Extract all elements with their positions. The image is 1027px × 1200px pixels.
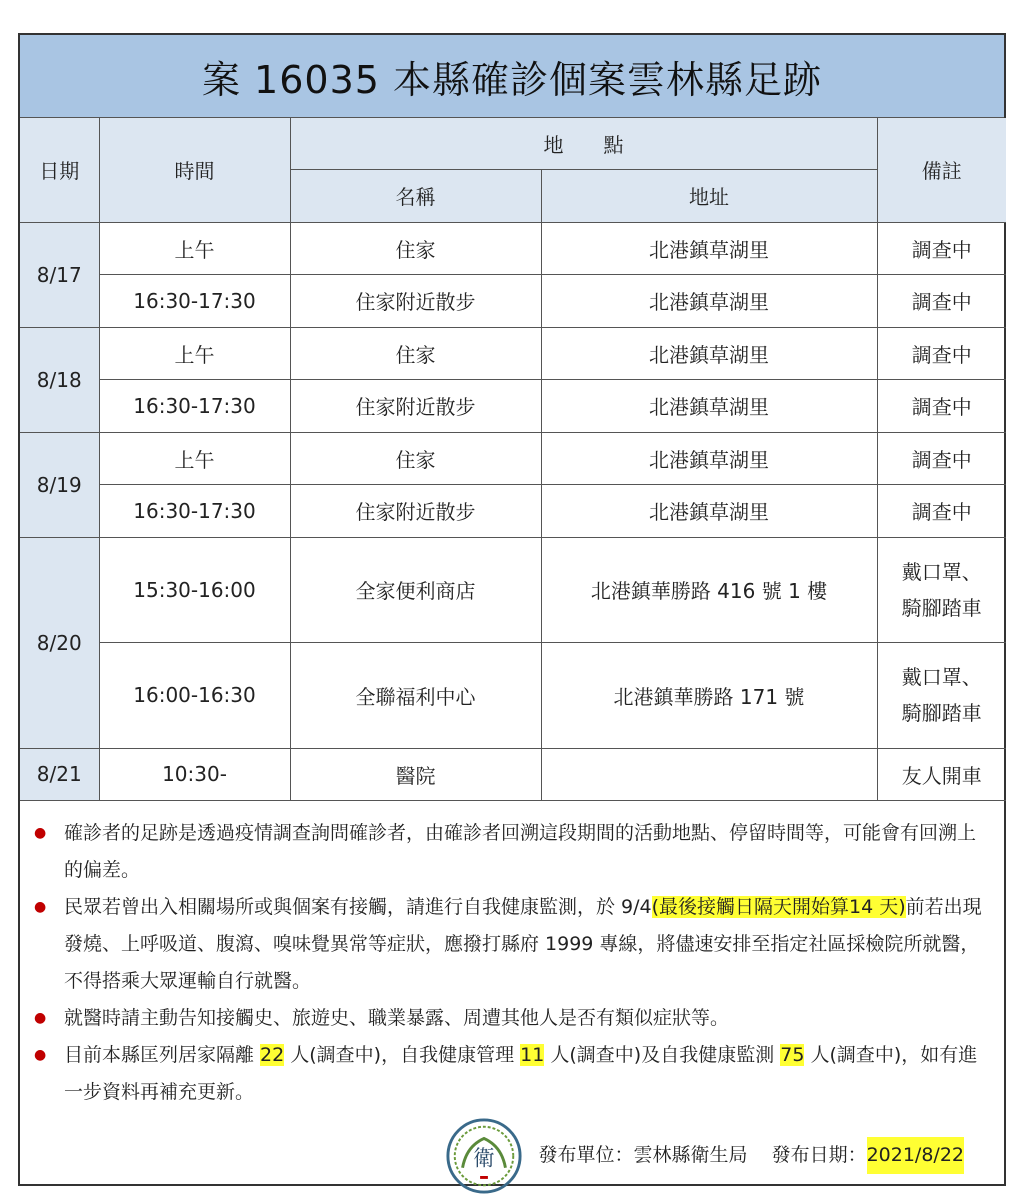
note-line: 騎腳踏車 xyxy=(901,701,982,725)
time-cell: 16:30-17:30 xyxy=(99,274,290,327)
note-item xyxy=(34,815,984,889)
publish-date: 2021/8/22 xyxy=(867,1137,964,1174)
name-cell: 住家 xyxy=(290,222,541,274)
table-row xyxy=(20,222,1006,274)
note-text: 就醫時請主動告知接觸史、旅遊史、職業暴露、周遭其他人是否有類似症狀等。 xyxy=(64,1006,730,1029)
date-label: 發布日期： xyxy=(771,1144,867,1166)
note-item xyxy=(34,889,984,1000)
time-cell: 16:00-16:30 xyxy=(99,642,290,748)
address-cell: 北港鎮華勝路 416 號 1 樓 xyxy=(541,537,877,642)
time-cell: 上午 xyxy=(99,222,290,274)
address-cell: 北港鎮草湖里 xyxy=(541,432,877,484)
table-row xyxy=(20,537,1006,642)
header-row xyxy=(20,118,1006,169)
name-cell: 住家附近散步 xyxy=(290,484,541,537)
date-cell: 8/18 xyxy=(20,327,99,432)
footprint-table xyxy=(20,118,1006,801)
bullet-icon: ● xyxy=(34,824,47,841)
time-cell: 16:30-17:30 xyxy=(99,379,290,432)
highlighted-count: 22 xyxy=(260,1043,285,1066)
highlighted-text: (最後接觸日隔天開始算14 天) xyxy=(651,895,906,918)
name-cell: 住家 xyxy=(290,432,541,484)
address-cell: 北港鎮草湖里 xyxy=(541,274,877,327)
address-cell: 北港鎮草湖里 xyxy=(541,484,877,537)
address-cell: 北港鎮草湖里 xyxy=(541,222,877,274)
notes-section xyxy=(20,801,1004,1195)
table-row xyxy=(20,748,1006,800)
note-segment: 前若出現發燒、上呼吸道、腹瀉、嗅味覺異常等症狀，應撥打縣府 1999 專線，將儘速安排至指定社區採檢院所就醫，不得搭乘大眾運輸自行就醫。 xyxy=(64,895,982,992)
note-cell: 調查中 xyxy=(877,327,1006,379)
note-line: 戴口罩、 xyxy=(901,665,982,689)
page-title: 案 16035 本縣確診個案雲林縣足跡 xyxy=(20,35,1004,118)
time-cell: 10:30- xyxy=(99,748,290,800)
bullet-icon: ● xyxy=(34,898,47,915)
footer xyxy=(34,1117,984,1195)
header-time: 時間 xyxy=(99,118,290,222)
time-cell: 15:30-16:00 xyxy=(99,537,290,642)
time-cell: 上午 xyxy=(99,432,290,484)
highlighted-count: 75 xyxy=(780,1043,805,1066)
time-cell: 16:30-17:30 xyxy=(99,484,290,537)
note-line: 戴口罩、 xyxy=(901,559,982,584)
address-cell: 北港鎮華勝路 171 號 xyxy=(541,642,877,748)
note-segment: 人(調查中)，自我健康管理 xyxy=(284,1043,521,1066)
date-cell: 8/17 xyxy=(20,222,99,327)
address-cell: 北港鎮草湖里 xyxy=(541,379,877,432)
svg-text:衛: 衛 xyxy=(472,1146,495,1172)
note-item xyxy=(34,1000,984,1037)
publisher: 雲林縣衛生局 xyxy=(633,1144,748,1166)
date-cell: 8/20 xyxy=(20,537,99,748)
note-cell: 調查中 xyxy=(877,222,1006,274)
date-cell: 8/21 xyxy=(20,748,99,800)
note-text: 確診者的足跡是透過疫情調查詢問確診者，由確診者回溯這段期間的活動地點、停留時間等，可能會有回溯上的偏差。 xyxy=(64,821,977,881)
header-note: 備註 xyxy=(877,118,1006,222)
note-text xyxy=(64,1037,984,1111)
date-cell: 8/19 xyxy=(20,432,99,537)
note-cell: 調查中 xyxy=(877,274,1006,327)
name-cell: 住家 xyxy=(290,327,541,379)
name-cell: 全聯福利中心 xyxy=(290,642,541,748)
health-bureau-seal-icon xyxy=(445,1117,523,1195)
name-cell: 醫院 xyxy=(290,748,541,800)
table-row xyxy=(20,274,1006,327)
header-address: 地址 xyxy=(541,169,877,222)
address-cell: 北港鎮草湖里 xyxy=(541,327,877,379)
note-cell: 調查中 xyxy=(877,484,1006,537)
note-cell xyxy=(877,642,1006,748)
highlighted-count: 11 xyxy=(520,1043,545,1066)
time-cell: 上午 xyxy=(99,327,290,379)
note-text xyxy=(64,889,984,1000)
name-cell: 住家附近散步 xyxy=(290,274,541,327)
note-segment: 人(調查中)，如有進一步資料再補充更新。 xyxy=(64,1043,978,1103)
note-segment: 民眾若曾出入相關場所或與個案有接觸，請進行自我健康監測，於 9/4 xyxy=(64,895,652,918)
header-location: 地 點 xyxy=(290,118,877,169)
table-row xyxy=(20,327,1006,379)
note-cell: 調查中 xyxy=(877,379,1006,432)
publisher-label: 發布單位：雲林縣衛生局 xyxy=(538,1144,748,1166)
note-segment: 人(調查中)及自我健康監測 xyxy=(544,1043,781,1066)
address-cell xyxy=(541,748,877,800)
bullet-icon: ● xyxy=(34,1046,47,1063)
table-row xyxy=(20,432,1006,484)
note-cell xyxy=(877,537,1006,642)
document-sheet xyxy=(18,33,1006,1186)
bullet-icon: ● xyxy=(34,1009,47,1026)
table-row xyxy=(20,484,1006,537)
name-cell: 住家附近散步 xyxy=(290,379,541,432)
note-item xyxy=(34,1037,984,1111)
table-row xyxy=(20,642,1006,748)
name-cell: 全家便利商店 xyxy=(290,537,541,642)
header-date: 日期 xyxy=(20,118,99,222)
table-row xyxy=(20,379,1006,432)
note-segment: 目前本縣匡列居家隔離 xyxy=(64,1043,261,1066)
note-line: 騎腳踏車 xyxy=(901,595,982,620)
note-cell: 調查中 xyxy=(877,432,1006,484)
header-name: 名稱 xyxy=(290,169,541,222)
note-cell: 友人開車 xyxy=(877,748,1006,800)
